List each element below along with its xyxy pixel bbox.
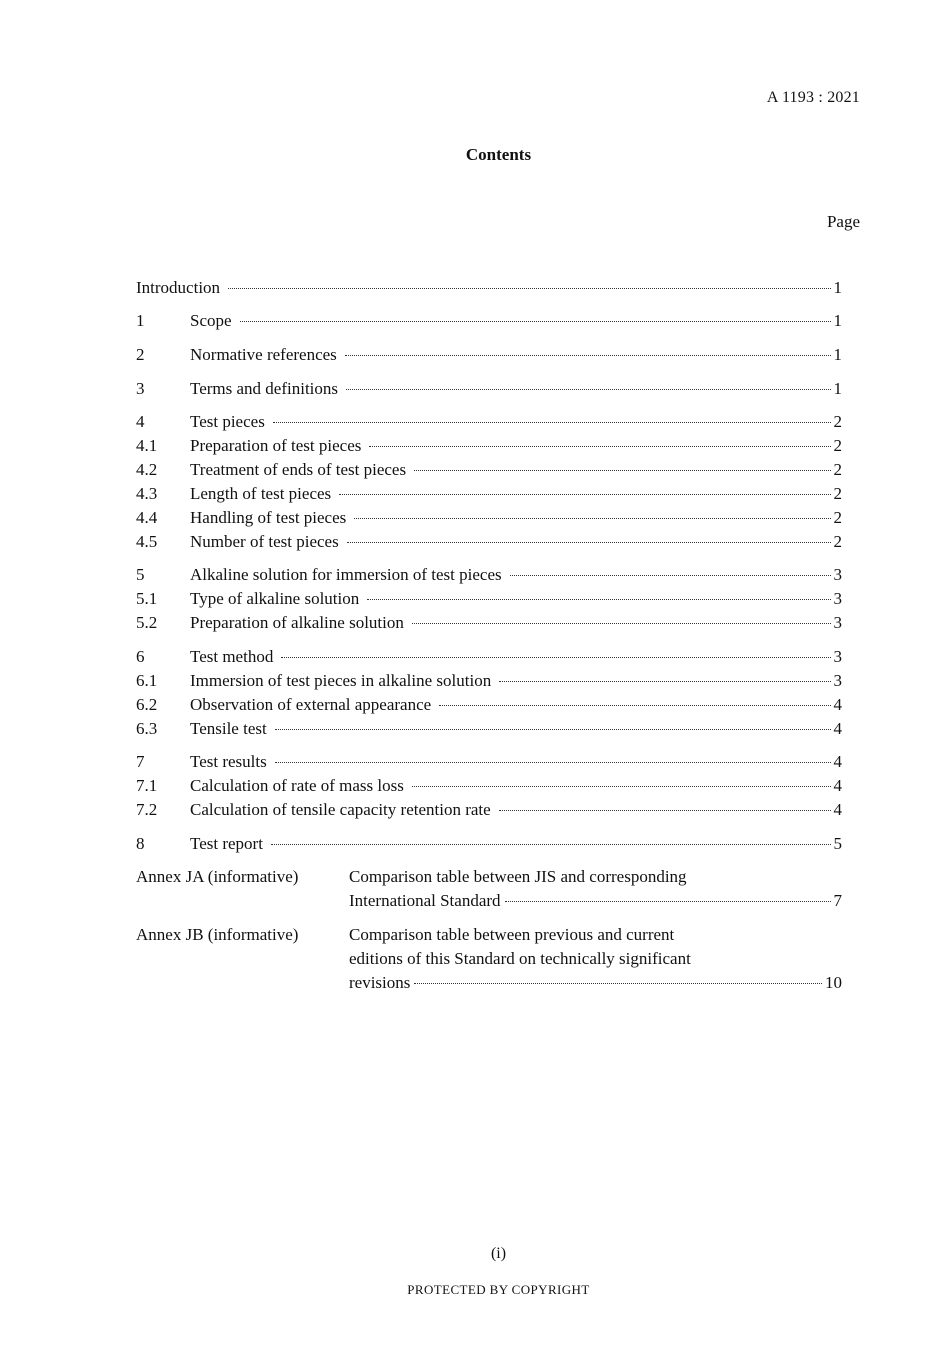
toc-entry-5-1[interactable] [136, 588, 842, 610]
dot-leader [339, 493, 830, 495]
toc-entry-4-2[interactable] [136, 459, 842, 481]
toc-entry-4-1[interactable] [136, 435, 842, 457]
toc-entry-5-2[interactable] [136, 612, 842, 634]
toc-entry-7-1[interactable] [136, 775, 842, 797]
toc-entry-number: 2 [136, 345, 145, 364]
dot-leader [281, 656, 830, 658]
dot-leader [499, 809, 831, 811]
annex-line: International Standard [349, 891, 501, 910]
dot-leader [240, 320, 831, 322]
toc-entry-number: 4 [136, 412, 145, 431]
dot-leader [414, 982, 822, 984]
toc-entry-number: 8 [136, 834, 145, 853]
dot-leader [369, 445, 830, 447]
toc-entry-page: 1 [833, 379, 842, 398]
toc-entry-page: 4 [833, 719, 842, 738]
annex-last-line [349, 971, 842, 995]
copyright-notice: PROTECTED BY COPYRIGHT [407, 1282, 590, 1297]
toc-entry-page: 1 [833, 278, 842, 297]
toc-entry-page: 4 [833, 776, 842, 795]
annex-line: Comparison table between JIS and corresponding [349, 867, 687, 886]
toc-entry-number: 5.2 [136, 613, 158, 632]
dot-leader [273, 421, 831, 423]
annex-line: editions of this Standard on technically significant [349, 949, 691, 968]
toc-entry-4-3[interactable] [136, 483, 842, 505]
toc-entry-title: Tensile test [190, 719, 267, 738]
toc-entry-6-3[interactable] [136, 718, 842, 740]
dot-leader [412, 785, 831, 787]
toc-entry-title: Alkaline solution for immersion of test pieces [190, 565, 502, 584]
toc-entry-page: 3 [833, 613, 842, 632]
dot-leader [414, 469, 830, 471]
toc-entry-number: 6.1 [136, 671, 158, 690]
toc-entry-number: 4.1 [136, 436, 158, 455]
toc-entry-page: 4 [833, 800, 842, 819]
toc-entry-title: Preparation of alkaline solution [190, 613, 404, 632]
toc-entry-annex-jb[interactable] [136, 923, 842, 995]
toc-entry-title: Test pieces [190, 412, 265, 431]
toc-entry-7-2[interactable] [136, 799, 842, 821]
dot-leader [505, 900, 831, 902]
dot-leader [271, 843, 831, 845]
annex-last-line [349, 889, 842, 913]
toc-entry-page: 7 [833, 891, 842, 910]
toc-entry-introduction[interactable] [136, 277, 842, 299]
toc-entry-number: 3 [136, 379, 145, 398]
toc-entry-page: 5 [833, 834, 842, 853]
toc-entry-4-5[interactable] [136, 531, 842, 553]
toc-entry-6-1[interactable] [136, 670, 842, 692]
toc-entry-title: Treatment of ends of test pieces [190, 460, 407, 479]
toc-entry-number: 7.2 [136, 800, 158, 819]
toc-entry-page: 3 [833, 647, 842, 666]
annex-line: revisions [349, 973, 411, 992]
toc-entry-2[interactable] [136, 344, 842, 366]
toc-entry-page: 4 [833, 752, 842, 771]
toc-entry-title: Calculation of rate of mass loss [190, 776, 404, 795]
toc-entry-page: 2 [833, 460, 842, 479]
toc-entry-title: Type of alkaline solution [190, 589, 360, 608]
dot-leader [346, 388, 830, 390]
toc-entry-number: 7.1 [136, 776, 158, 795]
toc-entry-number: 6.3 [136, 719, 158, 738]
dot-leader [345, 354, 831, 356]
toc-entry-number: 4.4 [136, 508, 158, 527]
annex-label: Annex JB (informative) [136, 925, 299, 944]
dot-leader [275, 728, 831, 730]
toc-entry-title: Test results [190, 752, 267, 771]
toc-entry-number: 4.3 [136, 484, 158, 503]
toc-entry-title: Number of test pieces [190, 532, 339, 551]
annex-description [349, 865, 842, 913]
toc-entry-title: Preparation of test pieces [190, 436, 362, 455]
toc-entry-number: 7 [136, 752, 145, 771]
toc-entry-title: Scope [190, 311, 232, 330]
toc-entry-title: Calculation of tensile capacity retention rate [190, 800, 491, 819]
dot-leader [367, 598, 830, 600]
toc-entry-number: 4.5 [136, 532, 158, 551]
dot-leader [510, 574, 831, 576]
dot-leader [275, 761, 831, 763]
toc-entry-page: 10 [825, 973, 842, 992]
toc-entry-number: 4.2 [136, 460, 158, 479]
toc-entry-7[interactable] [136, 751, 842, 773]
dot-leader [412, 622, 831, 624]
toc-entry-page: 3 [833, 671, 842, 690]
toc-entry-number: 5 [136, 565, 145, 584]
page-title: Contents [465, 145, 532, 164]
document-code: A 1193 : 2021 [766, 89, 860, 106]
toc-entry-page: 2 [833, 412, 842, 431]
toc-entry-6-2[interactable] [136, 694, 842, 716]
toc-entry-number: 6.2 [136, 695, 158, 714]
toc-entry-page: 3 [833, 589, 842, 608]
toc-entry-title: Observation of external appearance [190, 695, 432, 714]
toc-entry-page: 3 [833, 565, 842, 584]
dot-leader [347, 541, 831, 543]
toc-entry-5[interactable] [136, 564, 842, 586]
dot-leader [354, 517, 830, 519]
dot-leader [499, 680, 830, 682]
toc-entry-title: Test method [190, 647, 274, 666]
dot-leader [228, 287, 830, 289]
toc-entry-title: Immersion of test pieces in alkaline solution [190, 671, 492, 690]
toc-entry-page: 2 [833, 436, 842, 455]
toc-entry-6[interactable] [136, 646, 842, 668]
annex-description [349, 923, 842, 995]
toc-entry-page: 1 [833, 311, 842, 330]
annex-label: Annex JA (informative) [136, 867, 299, 886]
toc-entry-annex-ja[interactable] [136, 865, 842, 913]
toc-entry-page: 1 [833, 345, 842, 364]
toc-entry-number: 5.1 [136, 589, 158, 608]
toc-entry-number: 1 [136, 311, 145, 330]
toc-entry-title: Handling of test pieces [190, 508, 347, 527]
toc-entry-page: 2 [833, 484, 842, 503]
toc-entry-number: 6 [136, 647, 145, 666]
toc-entry-title: Test report [190, 834, 263, 853]
toc-entry-page: 2 [833, 508, 842, 527]
toc-entry-page: 2 [833, 532, 842, 551]
dot-leader [439, 704, 830, 706]
toc-entry-title: Terms and definitions [190, 379, 339, 398]
page-folio: (i) [490, 1245, 507, 1262]
toc-entry-page: 4 [833, 695, 842, 714]
annex-line: Comparison table between previous and current [349, 925, 675, 944]
toc-entry-4-4[interactable] [136, 507, 842, 529]
toc-entry-title: Introduction [136, 278, 221, 297]
toc-entry-title: Length of test pieces [190, 484, 332, 503]
toc-entry-3[interactable] [136, 378, 842, 400]
toc-entry-title: Normative references [190, 345, 337, 364]
toc-entry-4[interactable] [136, 411, 842, 433]
toc-entry-8[interactable] [136, 833, 842, 855]
toc-entry-1[interactable] [136, 310, 842, 332]
page-column-label: Page [826, 212, 860, 231]
